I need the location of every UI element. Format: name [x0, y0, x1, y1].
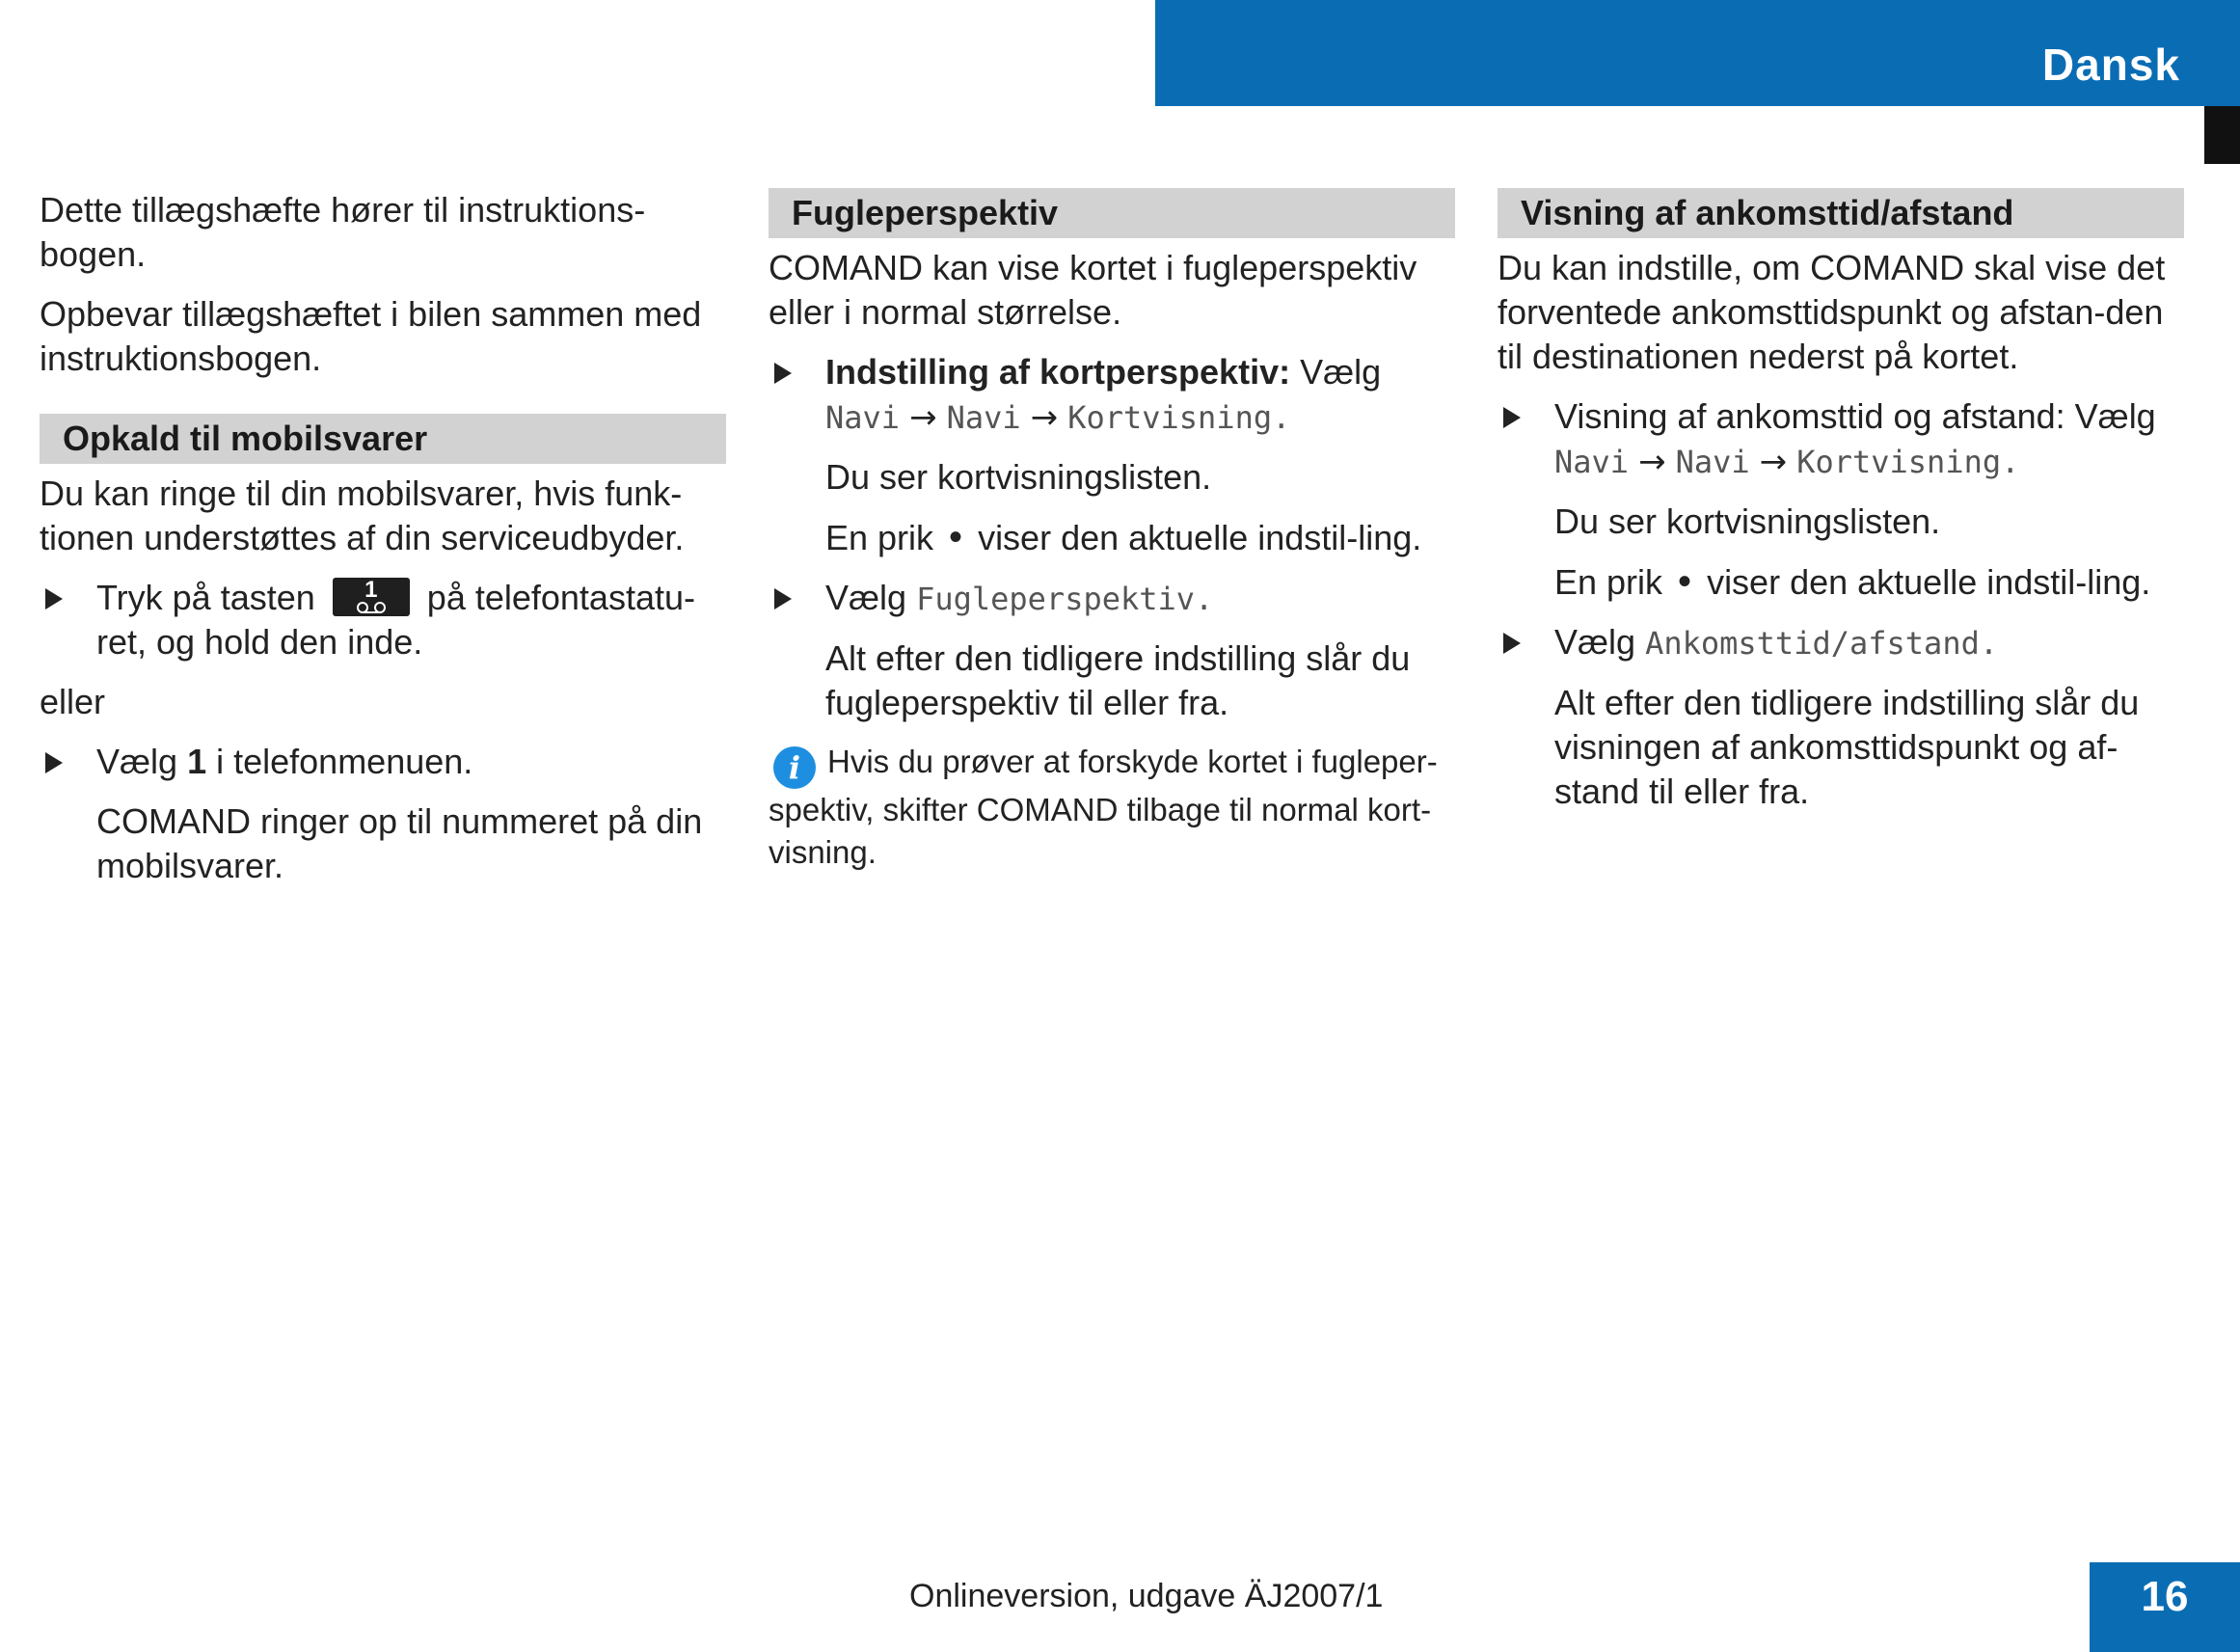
column-right [1498, 188, 2184, 814]
bullet-triangle-icon [774, 363, 792, 384]
period: . [1979, 625, 1999, 662]
instruction-key: 1 [187, 742, 207, 781]
period: . [1195, 581, 1214, 617]
instruction-pre: Vælg [96, 742, 178, 781]
menu-path-item: Kortvisning [1067, 399, 1273, 436]
page-number: 16 [2090, 1562, 2240, 1652]
instruction-heading: Indstilling af kortperspektiv: [825, 352, 1291, 392]
intro-text-2: Opbevar tillægshæftet i bilen sammen med instruktionsbogen. [40, 294, 702, 378]
dot-pre: En prik [1554, 562, 1663, 602]
menu-path-item: Navi [1554, 444, 1630, 480]
dot-explanation [1498, 559, 2184, 605]
dot-post: viser den aktuelle indstil-ling. [1707, 562, 2151, 602]
instruction-verb: Visning af ankomsttid og afstand: Vælg [1554, 396, 2156, 436]
instruction-step [769, 350, 1455, 440]
dot-icon: • [1678, 560, 1692, 603]
voicemail-symbol-icon [333, 578, 410, 616]
instruction-text-2 [1554, 620, 2184, 665]
instruction-verb: Vælg [1554, 622, 1636, 662]
voicemail-key-icon [333, 578, 410, 616]
instruction-verb: Vælg [1300, 352, 1382, 392]
bullet-triangle-icon [45, 588, 63, 609]
note-text: Hvis du prøver at forskyde kortet i fugleper-spektiv, skifter COMAND tilbage til normal kort-visning. [769, 744, 1438, 870]
info-note [769, 741, 1455, 874]
instruction-step-2 [40, 740, 726, 784]
menu-path-item: Navi [825, 399, 901, 436]
section-title-mobilsvarer: Opkald til mobilsvarer [40, 414, 726, 464]
instruction-step-2 [1498, 620, 2184, 665]
result-text-2: Alt efter den tidligere indstilling slår du fugleperspektiv til eller fra. [825, 638, 1411, 722]
menu-path-item: Ankomsttid/afstand [1645, 625, 1980, 662]
result-text: Du ser kortvisningslisten. [825, 457, 1212, 497]
column-left [40, 188, 726, 888]
arrow-right-icon: → [1638, 443, 1666, 481]
section-title-fugleperspektiv: Fugleperspektiv [769, 188, 1455, 238]
instruction-pre: Tryk på tasten [96, 578, 315, 617]
menu-path-item: Fugleperspektiv [916, 581, 1196, 617]
bullet-triangle-icon [1503, 633, 1521, 654]
arrow-right-icon: → [1759, 443, 1788, 481]
instruction-step [40, 576, 726, 664]
instruction-post: i telefonmenuen. [216, 742, 473, 781]
arrow-right-icon: → [1030, 398, 1059, 437]
column-middle [769, 188, 1455, 874]
dot-icon: • [949, 516, 963, 558]
or-text: eller [40, 682, 106, 721]
instruction-text-2 [96, 740, 726, 784]
bullet-triangle-icon [45, 752, 63, 773]
result-text: Du ser kortvisningslisten. [1554, 501, 1941, 541]
menu-path-item: Navi [946, 399, 1021, 436]
instruction-verb: Vælg [825, 578, 907, 617]
side-tab-marker [2204, 106, 2240, 164]
paragraph: Du kan indstille, om COMAND skal vise det forventede ankomsttidspunkt og afstan-den til destinationen nederst på kortet. [1498, 248, 2166, 376]
instruction-text [825, 350, 1455, 440]
paragraph: Du kan ringe til din mobilsvarer, hvis funk-tionen understøttes af din serviceudbyder. [40, 474, 685, 557]
instruction-text [1554, 394, 2184, 484]
dot-explanation [769, 515, 1455, 560]
period: . [2001, 444, 2020, 480]
result-text-2: Alt efter den tidligere indstilling slår du visningen af ankomsttidspunkt og af-stand til eller fra. [1554, 683, 2140, 811]
dot-pre: En prik [825, 518, 934, 557]
dot-post: viser den aktuelle indstil-ling. [978, 518, 1422, 557]
instruction-text-2 [825, 576, 1455, 621]
paragraph: COMAND kan vise kortet i fugleperspektiv eller i normal størrelse. [769, 248, 1417, 332]
instruction-text [96, 576, 726, 664]
period: . [1272, 399, 1291, 436]
header-bar [1155, 0, 2240, 106]
info-icon: i [773, 746, 816, 789]
result-text: COMAND ringer op til nummeret på din mobilsvarer. [96, 801, 703, 885]
key-number: 1 [364, 577, 378, 604]
bullet-triangle-icon [1503, 407, 1521, 428]
footer-edition: Onlineversion, udgave ÄJ2007/1 [909, 1578, 1384, 1614]
instruction-step [1498, 394, 2184, 484]
menu-path-item: Navi [1675, 444, 1750, 480]
intro-text: Dette tillægshæfte hører til instruktions-bogen. [40, 190, 646, 274]
section-title-ankomsttid: Visning af ankomsttid/afstand [1498, 188, 2184, 238]
menu-path-item: Kortvisning [1796, 444, 2002, 480]
language-label: Dansk [2041, 40, 2180, 90]
bullet-triangle-icon [774, 588, 792, 609]
arrow-right-icon: → [909, 398, 937, 437]
instruction-post: på telefontastatu-ret, og hold den inde. [96, 578, 695, 662]
instruction-step-2 [769, 576, 1455, 621]
